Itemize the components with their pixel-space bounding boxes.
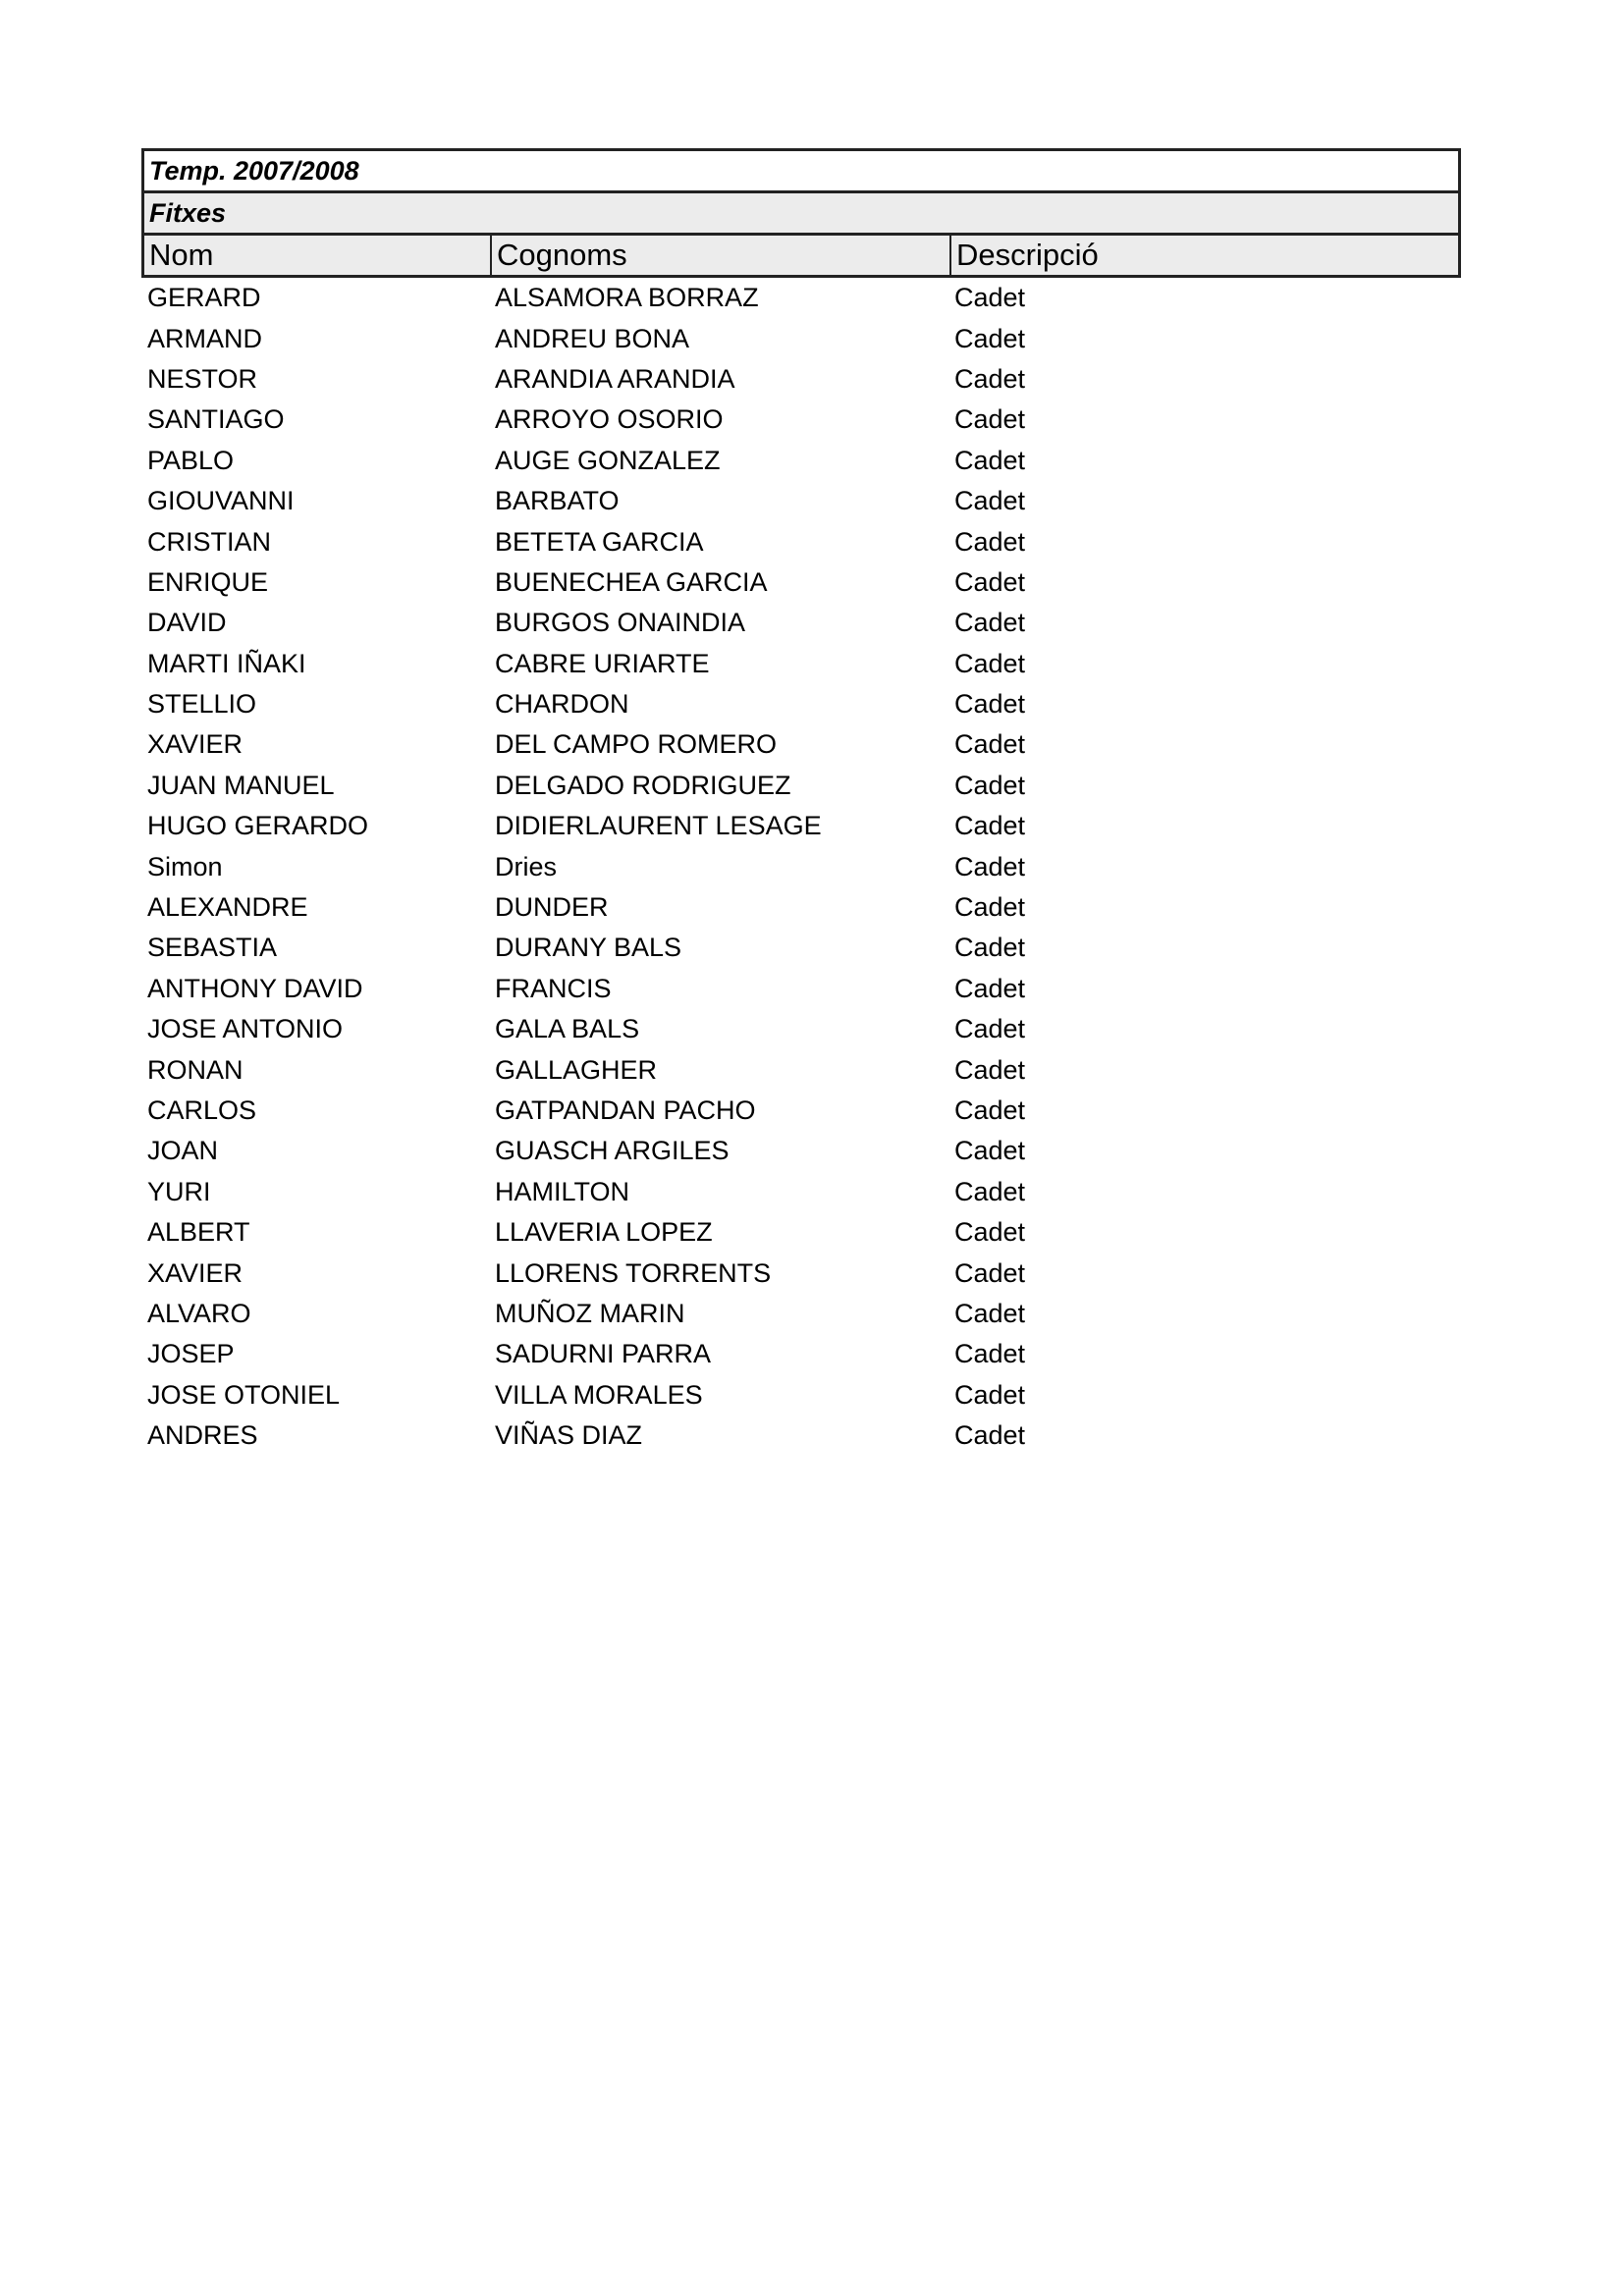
table-row bbox=[141, 766, 1461, 806]
cell-cognoms: DUNDER bbox=[495, 892, 609, 923]
cell-descripcio: Cadet bbox=[954, 770, 1026, 800]
cell-cognoms: VILLA MORALES bbox=[495, 1379, 703, 1410]
cell-nom: ANDRES bbox=[147, 1420, 258, 1451]
table-row bbox=[141, 441, 1461, 481]
table-row bbox=[141, 1009, 1461, 1049]
cell-cognoms: BURGOS ONAINDIA bbox=[495, 608, 746, 638]
cell-nom: PABLO bbox=[147, 445, 235, 475]
roster-sheet bbox=[141, 148, 1461, 1456]
cell-descripcio: Cadet bbox=[954, 689, 1026, 720]
cell-nom: ALBERT bbox=[147, 1217, 250, 1248]
cell-cognoms: DURANY BALS bbox=[495, 933, 682, 963]
cell-nom: STELLIO bbox=[147, 689, 257, 720]
cell-nom: GERARD bbox=[147, 283, 261, 313]
cell-cognoms: BUENECHEA GARCIA bbox=[495, 566, 768, 597]
cell-descripcio: Cadet bbox=[954, 608, 1026, 638]
table-row bbox=[141, 724, 1461, 765]
cell-cognoms: CABRE URIARTE bbox=[495, 648, 710, 678]
cell-cognoms: CHARDON bbox=[495, 689, 629, 720]
cell-descripcio: Cadet bbox=[954, 648, 1026, 678]
cell-cognoms: VIÑAS DIAZ bbox=[495, 1420, 643, 1451]
cell-cognoms: ANDREU BONA bbox=[495, 323, 690, 353]
cell-descripcio: Cadet bbox=[954, 1014, 1026, 1044]
cell-cognoms: GATPANDAN PACHO bbox=[495, 1095, 756, 1125]
cell-nom: NESTOR bbox=[147, 363, 258, 394]
cell-nom: JOSEP bbox=[147, 1339, 235, 1369]
cell-cognoms: DEL CAMPO ROMERO bbox=[495, 729, 778, 760]
table-row bbox=[141, 887, 1461, 928]
cell-cognoms: BETETA GARCIA bbox=[495, 526, 704, 557]
table-row bbox=[141, 1334, 1461, 1374]
cell-nom: JOAN bbox=[147, 1136, 219, 1166]
cell-nom: XAVIER bbox=[147, 1257, 244, 1288]
table-row bbox=[141, 969, 1461, 1009]
cell-nom: ARMAND bbox=[147, 323, 263, 353]
cell-descripcio: Cadet bbox=[954, 363, 1026, 394]
cell-nom: DAVID bbox=[147, 608, 227, 638]
table-body bbox=[141, 278, 1461, 1456]
cell-descripcio: Cadet bbox=[954, 1217, 1026, 1248]
table-header bbox=[141, 233, 1461, 278]
table-row bbox=[141, 1172, 1461, 1212]
table-row bbox=[141, 806, 1461, 846]
cell-descripcio: Cadet bbox=[954, 1298, 1026, 1328]
cell-descripcio: Cadet bbox=[954, 445, 1026, 475]
table-row bbox=[141, 1375, 1461, 1415]
cell-nom: MARTI IÑAKI bbox=[147, 648, 306, 678]
cell-descripcio: Cadet bbox=[954, 1176, 1026, 1206]
table-row bbox=[141, 521, 1461, 561]
cell-nom: RONAN bbox=[147, 1054, 244, 1085]
cell-descripcio: Cadet bbox=[954, 1257, 1026, 1288]
season-title: Temp. 2007/2008 bbox=[141, 148, 1461, 190]
cell-nom: ANTHONY DAVID bbox=[147, 973, 363, 1003]
cell-descripcio: Cadet bbox=[954, 851, 1026, 881]
cell-cognoms: GALLAGHER bbox=[495, 1054, 658, 1085]
column-header-cognoms: Cognoms bbox=[492, 236, 951, 275]
table-row bbox=[141, 562, 1461, 603]
table-row bbox=[141, 684, 1461, 724]
table-row bbox=[141, 1253, 1461, 1293]
cell-cognoms: BARBATO bbox=[495, 486, 620, 516]
cell-descripcio: Cadet bbox=[954, 1095, 1026, 1125]
cell-nom: Simon bbox=[147, 851, 223, 881]
cell-descripcio: Cadet bbox=[954, 892, 1026, 923]
cell-cognoms: SADURNI PARRA bbox=[495, 1339, 712, 1369]
table-row bbox=[141, 644, 1461, 684]
table-row bbox=[141, 1415, 1461, 1456]
cell-nom: HUGO GERARDO bbox=[147, 811, 369, 841]
cell-nom: GIOUVANNI bbox=[147, 486, 295, 516]
cell-nom: JOSE ANTONIO bbox=[147, 1014, 344, 1044]
cell-nom: JOSE OTONIEL bbox=[147, 1379, 341, 1410]
cell-cognoms: ARANDIA ARANDIA bbox=[495, 363, 735, 394]
cell-cognoms: GALA BALS bbox=[495, 1014, 640, 1044]
cell-descripcio: Cadet bbox=[954, 1054, 1026, 1085]
cell-nom: YURI bbox=[147, 1176, 211, 1206]
cell-cognoms: FRANCIS bbox=[495, 973, 612, 1003]
cell-descripcio: Cadet bbox=[954, 1136, 1026, 1166]
table-row bbox=[141, 318, 1461, 358]
cell-descripcio: Cadet bbox=[954, 1339, 1026, 1369]
cell-descripcio: Cadet bbox=[954, 1379, 1026, 1410]
cell-nom: SEBASTIA bbox=[147, 933, 278, 963]
cell-cognoms: Dries bbox=[495, 851, 558, 881]
column-header-descripcio: Descripció bbox=[956, 238, 1099, 272]
cell-descripcio: Cadet bbox=[954, 973, 1026, 1003]
cell-cognoms: LLAVERIA LOPEZ bbox=[495, 1217, 713, 1248]
cell-descripcio: Cadet bbox=[954, 933, 1026, 963]
table-row bbox=[141, 481, 1461, 521]
cell-descripcio: Cadet bbox=[954, 323, 1026, 353]
cell-descripcio: Cadet bbox=[954, 404, 1026, 435]
table-row bbox=[141, 928, 1461, 968]
table-row bbox=[141, 359, 1461, 400]
cell-nom: ENRIQUE bbox=[147, 566, 269, 597]
cell-descripcio: Cadet bbox=[954, 283, 1026, 313]
cell-descripcio: Cadet bbox=[954, 729, 1026, 760]
cell-nom: ALVARO bbox=[147, 1298, 251, 1328]
cell-nom: CARLOS bbox=[147, 1095, 257, 1125]
table-row bbox=[141, 846, 1461, 886]
cell-nom: SANTIAGO bbox=[147, 404, 285, 435]
cell-cognoms: HAMILTON bbox=[495, 1176, 630, 1206]
cell-nom: JUAN MANUEL bbox=[147, 770, 335, 800]
cell-cognoms: DELGADO RODRIGUEZ bbox=[495, 770, 791, 800]
cell-cognoms: MUÑOZ MARIN bbox=[495, 1298, 685, 1328]
cell-cognoms: ALSAMORA BORRAZ bbox=[495, 283, 759, 313]
cell-nom: CRISTIAN bbox=[147, 526, 272, 557]
column-header-nom: Nom bbox=[144, 236, 492, 275]
table-row bbox=[141, 400, 1461, 440]
section-title: Fitxes bbox=[141, 190, 1461, 233]
cell-nom: ALEXANDRE bbox=[147, 892, 308, 923]
cell-descripcio: Cadet bbox=[954, 526, 1026, 557]
cell-cognoms: DIDIERLAURENT LESAGE bbox=[495, 811, 822, 841]
cell-descripcio: Cadet bbox=[954, 566, 1026, 597]
table-row bbox=[141, 278, 1461, 318]
cell-descripcio: Cadet bbox=[954, 486, 1026, 516]
table-row bbox=[141, 1212, 1461, 1253]
cell-cognoms: LLORENS TORRENTS bbox=[495, 1257, 772, 1288]
table-row bbox=[141, 603, 1461, 643]
table-row bbox=[141, 1091, 1461, 1131]
table-row bbox=[141, 1294, 1461, 1334]
cell-cognoms: ARROYO OSORIO bbox=[495, 404, 724, 435]
table-row bbox=[141, 1131, 1461, 1171]
cell-nom: XAVIER bbox=[147, 729, 244, 760]
table-row bbox=[141, 1049, 1461, 1090]
cell-cognoms: GUASCH ARGILES bbox=[495, 1136, 730, 1166]
cell-descripcio: Cadet bbox=[954, 811, 1026, 841]
cell-descripcio: Cadet bbox=[954, 1420, 1026, 1451]
cell-cognoms: AUGE GONZALEZ bbox=[495, 445, 721, 475]
